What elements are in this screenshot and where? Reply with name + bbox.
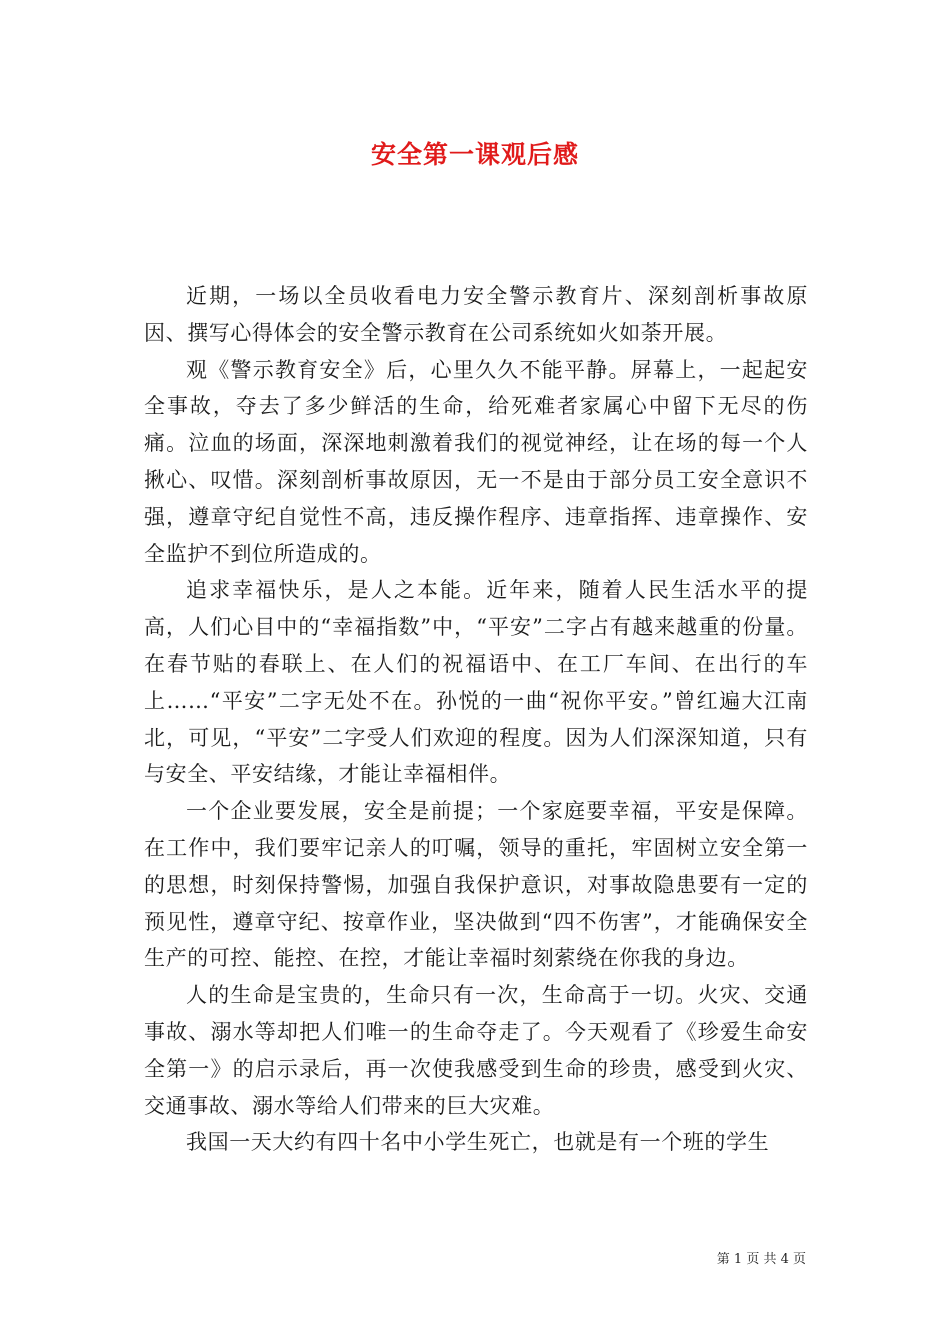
page-number: 第 1 页 共 4 页 — [716, 1252, 806, 1267]
paragraph-1: 近期，一场以全员收看电力安全警示教育片、深刻剖析事故原因、撰写心得体会的安全警示教育在公司系统如火如荼开展。 — [144, 284, 808, 345]
paragraph-4: 一个企业要发展，安全是前提；一个家庭要幸福，平安是保障。在工作中，我们要牢记亲人的叮嘱，领导的重托，牢固树立安全第一的思想，时刻保持警惕，加强自我保护意识，对事故隐患要有一定的预见性，遵章守纪、按章作业，坚决做到“四不伤害”，才能确保安全生产的可控、能控、在控，才能让幸福时刻萦绕在你我的身边。 — [144, 799, 808, 971]
paragraph-3: 追求幸福快乐，是人之本能。近年来，随着人民生活水平的提高，人们心目中的“幸福指数”中，“平安”二字占有越来越重的份量。在春节贴的春联上、在人们的祝福语中、在工厂车间、在出行的车上……“平安”二字无处不在。孙悦的一曲“祝你平安。”曾红遍大江南北，可见，“平安”二字受人们欢迎的程度。因为人们深深知道，只有与安全、平安结缘，才能让幸福相伴。 — [144, 578, 808, 787]
document-title: 安全第一课观后感 — [370, 140, 579, 169]
paragraph-6: 我国一天大约有四十名中小学生死亡，也就是有一个班的学生 — [186, 1130, 770, 1155]
paragraph-2: 观《警示教育安全》后，心里久久不能平静。屏幕上，一起起安全事故，夺去了多少鲜活的生命，给死难者家属心中留下无尽的伤痛。泣血的场面，深深地刺激着我们的视觉神经，让在场的每一个人揪心、叹惜。深刻剖析事故原因，无一不是由于部分员工安全意识不强，遵章守纪自觉性不高，违反操作程序、违章指挥、违章操作、安全监护不到位所造成的。 — [144, 357, 808, 566]
document-body — [144, 278, 808, 1161]
paragraph-5: 人的生命是宝贵的，生命只有一次，生命高于一切。火灾、交通事故、溺水等却把人们唯一的生命夺走了。今天观看了《珍爱生命安全第一》的启示录后，再一次使我感受到生命的珍贵，感受到火灾、交通事故、溺水等给人们带来的巨大灾难。 — [144, 983, 808, 1118]
